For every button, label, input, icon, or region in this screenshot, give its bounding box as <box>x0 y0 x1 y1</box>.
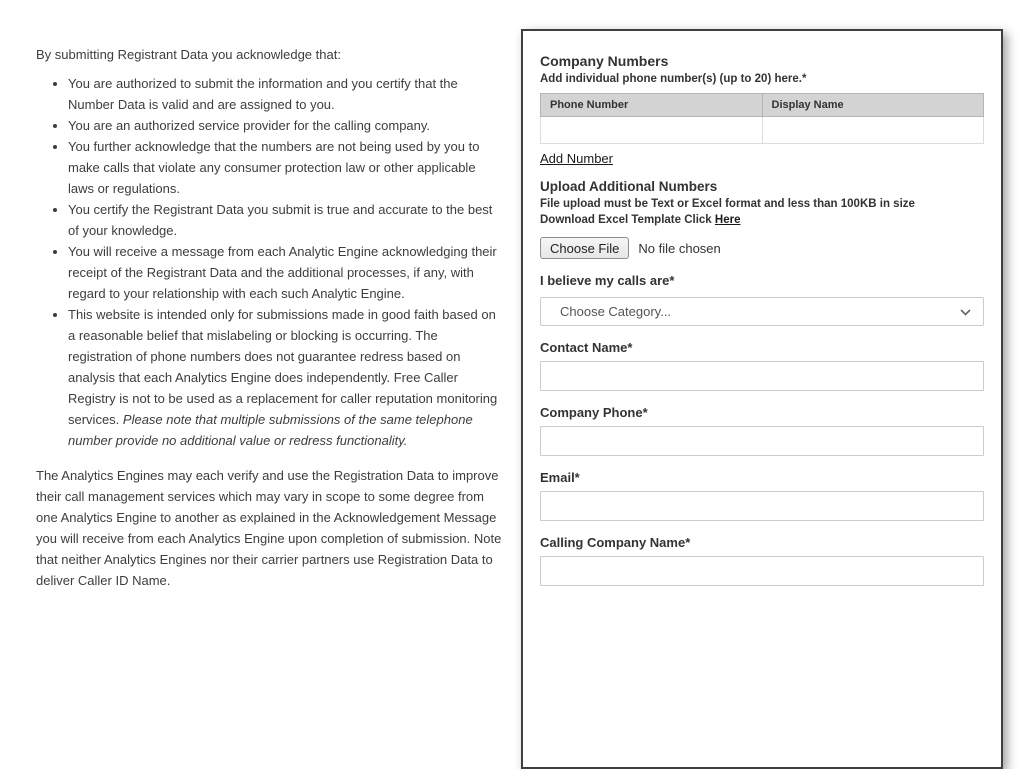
contact-name-input[interactable] <box>540 361 984 391</box>
add-number-link[interactable]: Add Number <box>540 151 613 166</box>
acknowledgement-item <box>68 304 504 451</box>
acknowledgement-item: • You further acknowledge that the numbers are not being used by you to make calls that violate any consumer protection law or other applicable laws or regulations. <box>68 136 504 199</box>
phone-number-cell[interactable] <box>541 117 763 144</box>
phone-numbers-table <box>540 93 984 144</box>
acknowledgement-item: • You certify the Registrant Data you submit is true and accurate to the best of your knowledge. <box>68 199 504 241</box>
table-row <box>541 117 984 144</box>
no-file-chosen-text: No file chosen <box>638 240 721 256</box>
company-numbers-subtitle: Add individual phone number(s) (up to 20) here.* <box>540 73 807 85</box>
acknowledgement-item-italic-note: Please note that multiple submissions of the same telephone number provide no additional value or redress functionality. <box>68 412 473 448</box>
download-template-here-link[interactable]: Here <box>714 214 741 226</box>
calling-company-name-input[interactable] <box>540 556 984 586</box>
file-upload-row <box>540 237 984 259</box>
contact-name-label: Contact Name* <box>540 340 633 355</box>
registration-form-panel <box>521 29 1003 769</box>
choose-file-button[interactable]: Choose File <box>540 237 629 259</box>
acknowledgement-item-text: This website is intended only for submissions made in good faith based on a reasonable belief that mislabeling or blocking is occurring. The registration of phone numbers does not guarantee redress based on analysis that each Analytics Engine does independently. Free Caller Registry is not to be used as a replacement for caller reputation monitoring services. <box>68 307 498 427</box>
chevron-down-icon <box>960 309 971 316</box>
acknowledgement-list <box>36 73 504 451</box>
email-input[interactable] <box>540 491 984 521</box>
download-template-text <box>540 214 984 226</box>
analytics-engines-paragraph: The Analytics Engines may each verify and use the Registration Data to improve their call management services which may vary in scope to some degree from one Analytics Engine to another as explained in the Acknowledgement Message you will receive from each Analytics Engine upon completion of submission. Note that neither Analytics Engines nor their carrier partners use Registration Data to deliver Caller ID Name. <box>36 468 502 588</box>
company-phone-input[interactable] <box>540 426 984 456</box>
table-header-row <box>541 94 984 117</box>
acknowledgement-item: • You are an authorized service provider for the calling company. <box>68 115 504 136</box>
acknowledgement-item: • You will receive a message from each Analytic Engine acknowledging their receipt of the Registrant Data and the additional processes, if any, with regard to your relationship with each such Analytic Engine. <box>68 241 504 304</box>
calls-category-selected-value: Choose Category... <box>560 304 672 319</box>
download-template-prefix: Download Excel Template Click <box>540 214 715 226</box>
acknowledgement-item: • You are authorized to submit the information and you certify that the Number Data is valid and are assigned to you. <box>68 73 504 115</box>
calling-company-name-label: Calling Company Name* <box>540 535 691 550</box>
display-name-cell[interactable] <box>762 117 984 144</box>
phone-number-input[interactable] <box>541 117 762 143</box>
upload-additional-numbers-title: Upload Additional Numbers <box>540 179 718 194</box>
display-name-input[interactable] <box>763 117 984 143</box>
company-numbers-title: Company Numbers <box>540 53 669 69</box>
company-phone-label: Company Phone* <box>540 405 648 420</box>
email-label: Email* <box>540 470 580 485</box>
acknowledgement-intro: By submitting Registrant Data you acknowledge that: <box>36 47 341 62</box>
acknowledgement-text-column <box>36 44 504 591</box>
calls-category-label: I believe my calls are* <box>540 273 675 288</box>
display-name-column-header: Display Name <box>762 94 984 117</box>
calls-category-select[interactable] <box>540 297 984 326</box>
phone-number-column-header: Phone Number <box>541 94 763 117</box>
file-upload-requirement-text: File upload must be Text or Excel format and less than 100KB in size <box>540 198 915 210</box>
